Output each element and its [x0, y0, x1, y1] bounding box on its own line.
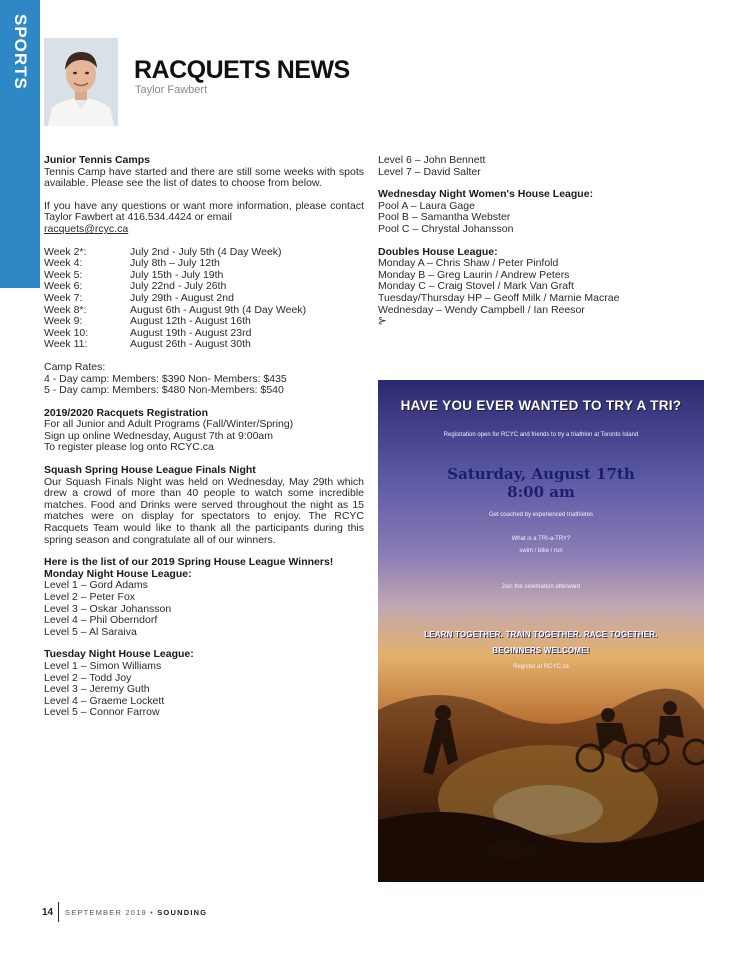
camp-week-row	[44, 293, 364, 305]
footer-issue: SEPTEMBER 2019	[65, 908, 147, 917]
poster-intro: Registration open for RCYC and friends to try a triathlon at Toronto Island	[443, 432, 639, 438]
poster-what-line: What is a TRI-a-TRY?	[511, 536, 571, 542]
author-byline: Taylor Fawbert	[135, 84, 208, 96]
camp-week-label: Week 9:	[44, 315, 83, 328]
doubles-heading: Doubles House League:	[378, 245, 498, 258]
tuesday-winner: Level 5 – Connor Farrow	[44, 706, 160, 719]
footer-divider	[58, 902, 59, 922]
doubles-winner: Monday A – Chris Shaw / Peter Pinfold	[378, 257, 559, 270]
poster-celebration: Join the celebration afterward	[501, 584, 581, 590]
rate-5-day: 5 - Day camp: Members: $480 Non-Members: $540	[44, 384, 284, 397]
camp-week-row	[44, 339, 364, 351]
contact-text: If you have any questions or want more information, please contact Taylor Fawbert at 416.534.4424 or email	[44, 199, 364, 224]
poster-tagline: LEARN TOGETHER. TRAIN TOGETHER. RACE TOGETHER.	[424, 630, 658, 639]
doubles-winner: Monday C – Craig Stovel / Mark Van Graft	[378, 280, 574, 293]
rate-4-day: 4 - Day camp: Members: $390 Non- Members: $435	[44, 372, 287, 385]
camp-week-label: Week 6:	[44, 280, 83, 293]
tuesday-winner: Level 1 – Simon Williams	[44, 659, 162, 672]
camp-weeks-list	[44, 247, 364, 351]
camp-week-label: Week 7:	[44, 291, 83, 304]
camps-heading: Junior Tennis Camps	[44, 154, 150, 166]
monday-winner: Level 1 – Gord Adams	[44, 579, 148, 592]
tuesday-winner: Level 6 – John Bennett	[378, 154, 486, 166]
camp-week-dates: July 22nd - July 26th	[130, 280, 227, 293]
monday-winner: Level 5 – Al Saraiva	[44, 625, 137, 638]
registration-line: To register please log onto RCYC.ca	[44, 441, 214, 454]
page-number: 14	[42, 907, 54, 918]
left-column	[44, 155, 364, 719]
tuesday-winner: Level 4 – Graeme Lockett	[44, 694, 165, 707]
monday-winner: Level 2 – Peter Fox	[44, 591, 136, 603]
poster-headline: HAVE YOU EVER WANTED TO TRY A TRI?	[400, 398, 682, 413]
registration-line: For all Junior and Adult Programs (Fall/Winter/Spring)	[44, 418, 294, 431]
camp-week-dates: August 6th - August 9th (4 Day Week)	[130, 303, 307, 316]
camp-week-dates: July 15th - July 19th	[130, 268, 224, 281]
camp-week-row	[44, 258, 364, 270]
rates-heading: Camp Rates:	[44, 360, 106, 373]
camp-week-label: Week 11:	[44, 338, 88, 351]
camp-week-dates: July 8th – July 12th	[130, 257, 220, 270]
poster-beginners: BEGINNERS WELCOME!	[492, 646, 590, 655]
poster-event-date	[378, 465, 704, 501]
camps-text: Tennis Camp have started and there are still some weeks with spots available. Please see the list of dates to choose from below.	[44, 165, 364, 190]
triathlon-poster	[378, 380, 704, 882]
camp-week-label: Week 8*:	[44, 303, 87, 316]
camp-week-dates: July 2nd - July 5th (4 Day Week)	[130, 245, 282, 258]
poster-date-line: Saturday, August 17th	[447, 465, 635, 483]
squash-text: Our Squash Finals Night was held on Wednesday, May 29th which drew a crowd of more than 40 people to watch some incredible matches. Food and Drinks were served throughout the night as 15 matches were on display for spectators to enjoy. The RCYC Racquets Team would like to thank all the participants during this spring season and congratulate all of our winners.	[44, 475, 364, 546]
monday-heading: Monday Night House League:	[44, 567, 192, 580]
poster-info: Get coached by experienced triathletes	[488, 512, 594, 518]
camp-week-label: Week 4:	[44, 257, 83, 270]
registration-line: Sign up online Wednesday, August 7th at 9:00am	[44, 429, 274, 442]
camp-week-dates: August 12th - August 16th	[130, 315, 251, 328]
womens-winner: Pool C – Chrystal Johansson	[378, 222, 514, 235]
footer-publication: SEPTEMBER 2019 • SOUNDING	[65, 908, 208, 917]
camp-week-label: Week 2*:	[44, 245, 87, 258]
winners-heading: Here is the list of our 2019 Spring House League Winners!	[44, 556, 334, 569]
contact-email-link[interactable]: racquets@rcyc.ca	[44, 222, 129, 235]
camp-week-dates: August 19th - August 23rd	[130, 326, 252, 339]
author-portrait-image	[44, 38, 118, 126]
camp-week-label: Week 10:	[44, 326, 89, 339]
author-photo	[44, 38, 118, 126]
end-of-article-icon: ⊱	[378, 315, 387, 328]
monday-winner: Level 4 – Phil Oberndorf	[44, 614, 158, 627]
squash-heading: Squash Spring House League Finals Night	[44, 464, 256, 477]
camp-week-label: Week 5:	[44, 268, 83, 281]
womens-winner: Pool B – Samantha Webster	[378, 211, 511, 224]
right-column	[378, 155, 708, 328]
womens-winner: Pool A – Laura Gage	[378, 199, 475, 212]
doubles-winner: Wednesday – Wendy Campbell / Ian Reesor	[378, 303, 585, 316]
section-label: SPORTS	[11, 14, 30, 90]
doubles-winner: Tuesday/Thursday HP – Geoff Milk / Marnie Macrae	[378, 291, 620, 304]
monday-winner: Level 3 – Oskar Johansson	[44, 602, 172, 615]
poster-time-line: 8:00 am	[507, 483, 575, 501]
poster-distances: swim / bike / run	[519, 548, 563, 554]
camp-week-dates: August 26th - August 30th	[130, 338, 251, 351]
tuesday-heading: Tuesday Night House League:	[44, 648, 194, 661]
page-title: RACQUETS NEWS	[134, 56, 350, 84]
camp-week-row	[44, 316, 364, 328]
doubles-winner: Monday B – Greg Laurin / Andrew Peters	[378, 268, 570, 281]
tuesday-winner: Level 3 – Jeremy Guth	[44, 683, 150, 696]
camp-week-dates: July 29th - August 2nd	[130, 291, 234, 304]
poster-register: Register at RCYC.ca	[513, 664, 569, 670]
womens-heading: Wednesday Night Women's House League:	[378, 188, 594, 201]
registration-heading: 2019/2020 Racquets Registration	[44, 406, 208, 419]
tuesday-winner: Level 2 – Todd Joy	[44, 671, 132, 684]
footer-publication-name: SOUNDING	[157, 908, 208, 917]
sports-section-tab	[0, 0, 40, 288]
tuesday-winner: Level 7 – David Salter	[378, 165, 481, 178]
